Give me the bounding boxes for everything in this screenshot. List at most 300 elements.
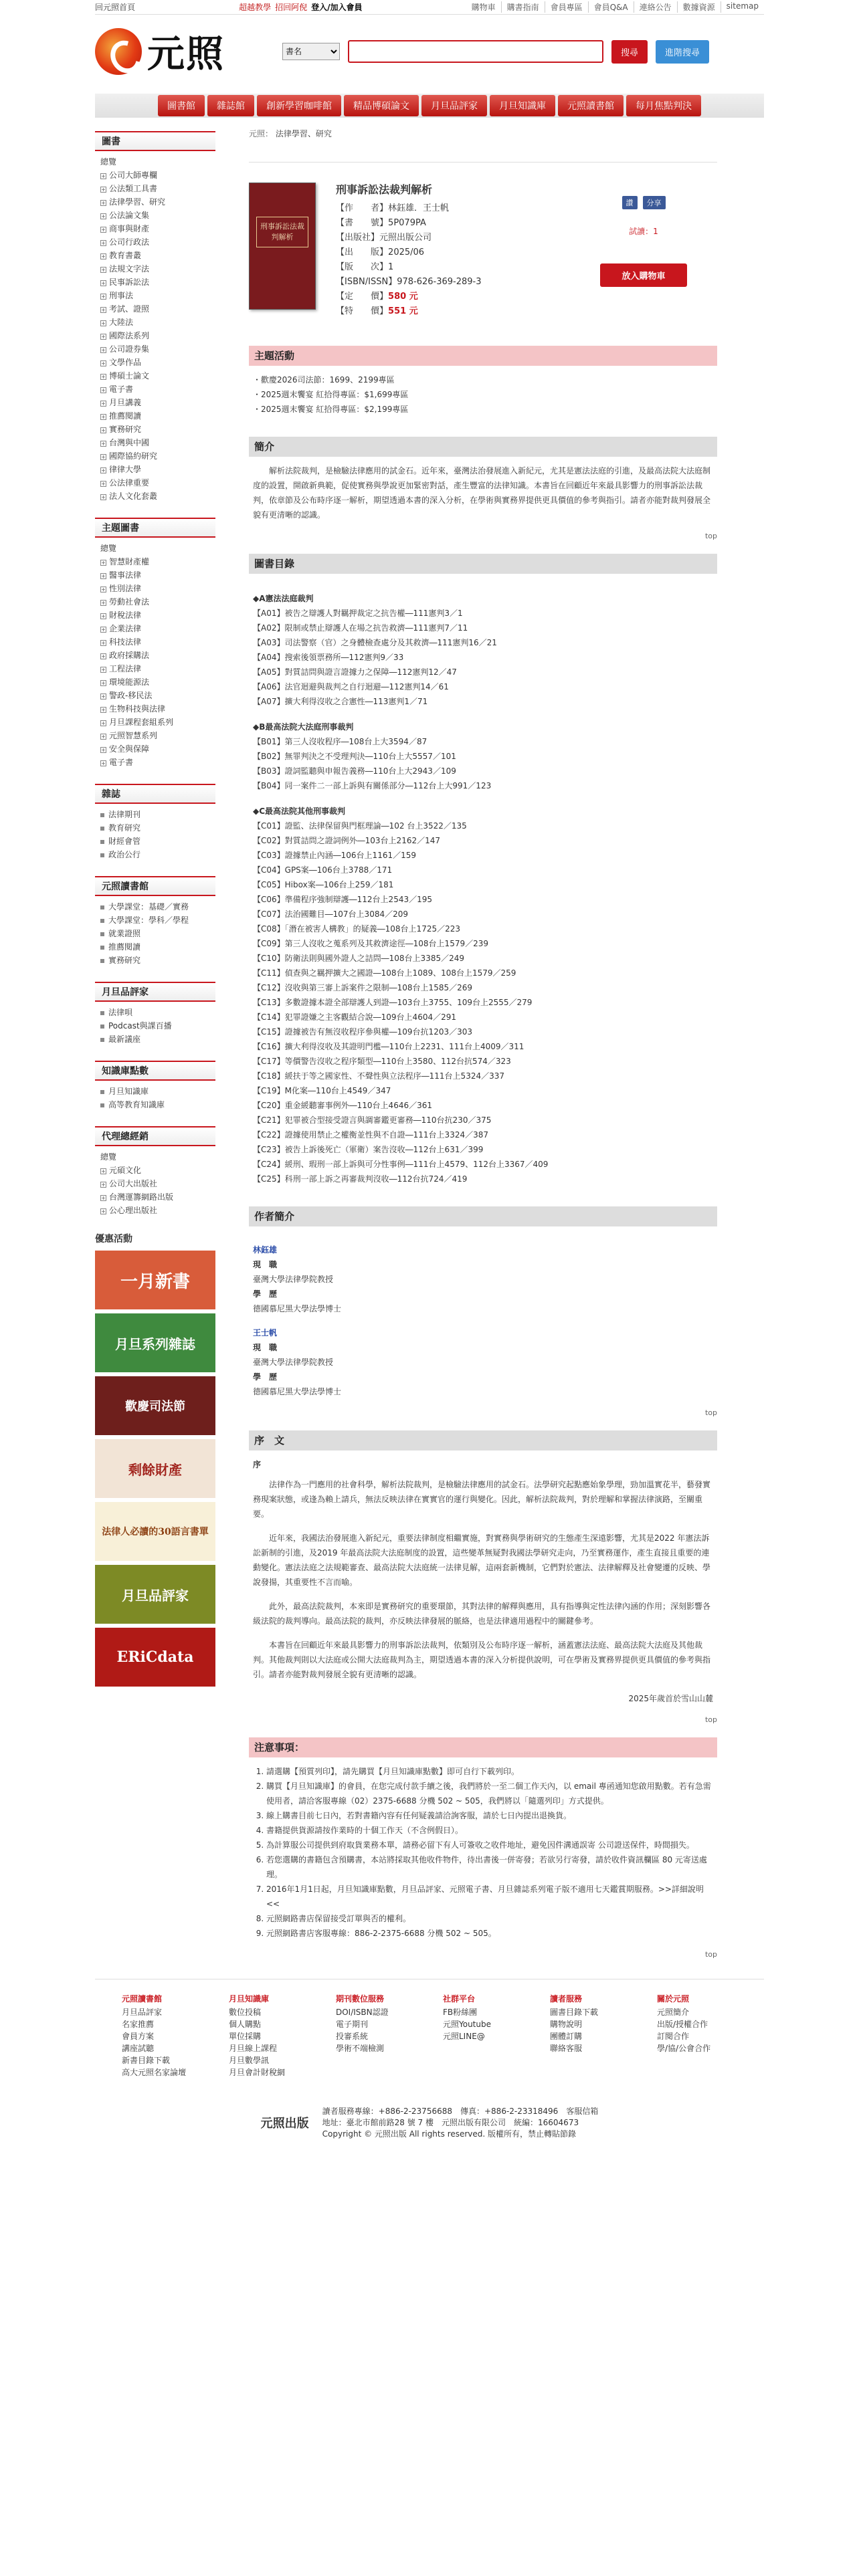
sidebar-item[interactable] xyxy=(100,1085,215,1098)
author-job: 臺灣大學法律學院教授 xyxy=(253,1358,334,1367)
sidebar-item-label: 推薦閱讀 xyxy=(108,942,141,952)
toc-item: 【C20】重金緩聽審事例外―110台上4646／361 xyxy=(253,1101,432,1110)
back-to-top[interactable]: top xyxy=(704,532,717,540)
footer-link[interactable]: 高大元照名家論壇 xyxy=(122,2068,187,2077)
sidebar-item-label: 安全與保障 xyxy=(109,744,150,754)
intro-text: 解析法院裁判，是檢驗法律應用的試金石。近年來，臺灣法治發展進入新紀元，尤其是憲法法庭的引進，及最高法院大法庭制度的設置，開啟新典範，促使實務與學說更加緊密對話，產生豐富的法律知識。本書旨在回顧近年來最具影響力的刑事訴訟法裁判，依章節及公布時序逐一解析，期望透過本書的深入分析，在學術與實務界提供更具價值的參考與指引。請者亦能對裁判發展全貌有更清晰的認識。 xyxy=(253,466,711,520)
footer-heading[interactable]: 期刊數位服務 xyxy=(336,1994,385,2004)
sidebar-topics xyxy=(95,518,215,769)
top-links xyxy=(466,1,764,13)
preview-link[interactable]: 試讀：1 xyxy=(629,227,658,236)
sidebar-item-label: 公司大出版社 xyxy=(109,1179,158,1188)
footer-link[interactable]: 個人購點 xyxy=(229,2020,262,2029)
preface-signature: 2025年歲首於雪山山麓 xyxy=(628,1694,713,1703)
search-input[interactable] xyxy=(348,40,603,63)
notice-item: 4. 書籍提供貨源請按作業時的十個工作天（不含例假日）。 xyxy=(266,1823,713,1838)
author-edu: 德國慕尼黑大學法學博士 xyxy=(253,1387,342,1396)
toc-item: 【C12】沒收與第三審上訴案件之限制―108台上1585／269 xyxy=(253,983,472,992)
product-row-value: 1 xyxy=(388,262,394,272)
sidebar-item[interactable] xyxy=(100,383,215,396)
toc-item: 【C11】偵查與之羈押擴大之國證―108台上1089、108台上1579／259 xyxy=(253,968,516,978)
top-bar xyxy=(95,0,764,15)
back-to-top[interactable]: top xyxy=(704,1950,717,1959)
promo-banner[interactable]: 月旦品評家 xyxy=(95,1565,215,1624)
back-to-top[interactable]: top xyxy=(704,1715,717,1724)
sidebar-item[interactable] xyxy=(100,821,215,835)
product-row-sep: 】 xyxy=(379,306,389,316)
sidebar-item[interactable] xyxy=(100,262,215,276)
toc-item: 【C13】多數證據本證全部辯護人到證―103台上3755、109台上2555／279 xyxy=(253,998,533,1007)
sidebar-item[interactable] xyxy=(100,848,215,861)
bullet-icon xyxy=(100,946,104,950)
promo-banner[interactable]: 月旦系列雜誌 xyxy=(95,1313,215,1372)
top-link[interactable]: 購書指南 xyxy=(501,1,545,13)
top-promo xyxy=(239,1,362,13)
sidebar-item[interactable] xyxy=(100,1006,215,1019)
activity-link[interactable]: ・歡慶2026司法節：1699、2199專區 xyxy=(253,375,395,385)
sidebar-item-label: 法律期刊 xyxy=(108,810,141,819)
sidebar-item[interactable] xyxy=(100,927,215,940)
footer-link[interactable]: FB粉絲團 xyxy=(443,2008,478,2017)
expand-icon: + xyxy=(101,240,106,246)
sidebar-item[interactable] xyxy=(100,568,215,582)
product-row xyxy=(336,304,563,319)
product-row-label: 出版社 xyxy=(345,233,371,243)
sidebar-item[interactable] xyxy=(100,169,215,182)
top-link[interactable]: 會員Q&A xyxy=(588,1,634,13)
footer-link[interactable]: 圖書目錄下載 xyxy=(550,2008,599,2017)
sidebar-item[interactable] xyxy=(100,436,215,449)
author-job-label: 現 職 xyxy=(253,1260,278,1269)
product-row-sep: 】 xyxy=(379,247,389,257)
logo[interactable] xyxy=(95,25,269,78)
footer-link[interactable]: DOI/ISBN認證 xyxy=(336,2008,389,2017)
top-link[interactable]: 會員專區 xyxy=(545,1,588,13)
footer-link[interactable]: 出版/授權合作 xyxy=(657,2020,708,2029)
sidebar-item-label: 國際法系列 xyxy=(109,331,150,340)
sidebar-item[interactable] xyxy=(100,729,215,742)
sidebar-item[interactable] xyxy=(100,396,215,409)
nav-item[interactable]: 每月焦點判決 xyxy=(626,95,701,116)
expand-icon: + xyxy=(101,627,106,633)
sidebar-heading: 月旦品評家 xyxy=(95,982,215,1002)
sidebar-item-label: 月旦知識庫 xyxy=(108,1087,149,1096)
toc-item: 【A01】被告之辯護人對羈押裁定之抗告權―111憲判3／1 xyxy=(253,609,463,618)
product-row xyxy=(336,245,563,260)
sidebar-heading: 元照讀書館 xyxy=(95,876,215,896)
sidebar-item[interactable] xyxy=(100,1164,215,1177)
sidebar-item-label: 考試、證照 xyxy=(109,304,150,314)
add-to-cart-button[interactable]: 放入購物車 xyxy=(600,263,687,287)
notice-item: 2. 購買【月旦知識庫】的會員，在您完成付款手續之後，我們將於一至二個工作天內，以 email 專函通知您啟用點數。若有急需使用者，請洽客服專線（02）2375-6688 分機 502 ~ 505，我們將以「隨選列印」方式提供。 xyxy=(266,1779,713,1808)
preface-paragraph: 本書旨在回顧近年來最具影響力的刑事訴訟法裁判，依類別及公布時序逐一解析，涵蓋憲法法庭、最高法院大法庭及其他裁判。其他裁判則以大法庭或公開大法庭裁判為主，期望透過本書的深入分析提供說明，可在學術及實務界提供更具價值的參考與指引。請者亦能對裁判發展全貌有更清晰的認識。 xyxy=(253,1640,711,1679)
sidebar-item[interactable] xyxy=(100,689,215,702)
sidebar-item[interactable] xyxy=(100,622,215,635)
advanced-search-button[interactable]: 進階搜尋 xyxy=(656,40,709,64)
sidebar-item[interactable] xyxy=(100,1150,215,1164)
sidebar-item-label: 公司證券集 xyxy=(109,344,150,354)
notice-item: 3. 線上購書目前七日內，若對書籍內容有任何疑義請洽詢客服，請於七日內提出退換貨。 xyxy=(266,1808,713,1823)
expand-icon: + xyxy=(101,467,106,473)
sidebar-item-label: 博碩士論文 xyxy=(109,371,150,381)
sidebar-item-label: 科技法律 xyxy=(109,637,142,647)
sidebar-item[interactable] xyxy=(100,595,215,609)
product-row xyxy=(336,275,563,290)
nav-item[interactable]: 元照讀書館 xyxy=(558,95,624,116)
sidebar-item[interactable] xyxy=(100,209,215,222)
sidebar-item[interactable] xyxy=(100,369,215,383)
sidebar-item-label: 勞動社會法 xyxy=(109,597,150,607)
product-row-label: 出 版 xyxy=(345,247,380,257)
sidebar-item-label: 元碩文化 xyxy=(109,1166,142,1175)
intro-section xyxy=(249,437,717,540)
sidebar-item[interactable] xyxy=(100,756,215,769)
footer-link[interactable]: 電子期刊 xyxy=(336,2020,369,2029)
share-button[interactable]: 分享 xyxy=(643,196,666,209)
sidebar-item[interactable] xyxy=(100,182,215,195)
expand-icon: + xyxy=(101,573,106,579)
promo-banner[interactable]: 法律人必讀的30語言書單 xyxy=(95,1502,215,1561)
sidebar-list xyxy=(95,1002,215,1046)
like-button[interactable]: 讚 xyxy=(622,196,638,209)
breadcrumb xyxy=(249,126,717,142)
search-button[interactable]: 搜尋 xyxy=(611,40,648,64)
toc-item: 【C06】準備程序強制辯護―112台上2543／195 xyxy=(253,895,432,904)
bullet-icon xyxy=(100,959,104,963)
search-type-select[interactable] xyxy=(282,43,340,60)
product-row-value: 978-626-369-289-3 xyxy=(397,277,482,287)
toc-item: 【C22】證據使用禁止之權衡並性與不自證―111台上3324／387 xyxy=(253,1130,488,1140)
expand-icon: + xyxy=(101,320,106,326)
section-heading: 簡介 xyxy=(249,437,717,457)
author-edu-label: 學 歷 xyxy=(253,1289,278,1299)
activity-link[interactable]: ・2025週末饗宴 紅拾得專區：$1,699專區 xyxy=(253,390,409,399)
bullet-icon xyxy=(100,840,104,844)
sidebar-list xyxy=(95,1081,215,1111)
sidebar-heading: 圖書 xyxy=(95,131,215,151)
toc-item: 【C25】科刑一部上訴之再審裁判沒收―112台抗724／419 xyxy=(253,1174,468,1184)
footer-link[interactable]: 學術不端檢測 xyxy=(336,2044,385,2053)
preface-section xyxy=(249,1430,717,1724)
sidebar-list xyxy=(95,896,215,967)
nav-item[interactable]: 月旦知識庫 xyxy=(490,95,555,116)
footer-link[interactable]: 元照Youtube xyxy=(443,2020,491,2029)
section-heading: 圖書目錄 xyxy=(249,554,717,574)
sidebar-item-label: 就業證照 xyxy=(108,929,141,938)
sidebar-item-label: 刑事法 xyxy=(109,291,134,300)
expand-icon: + xyxy=(101,294,106,300)
footer-column xyxy=(443,1993,523,2078)
top-link[interactable]: 連絡公告 xyxy=(634,1,677,13)
sidebar-heading: 知識庫點數 xyxy=(95,1061,215,1081)
sidebar-list xyxy=(95,1146,215,1217)
expand-icon: + xyxy=(101,307,106,313)
top-link[interactable]: sitemap xyxy=(721,1,764,13)
main xyxy=(95,131,764,1959)
sidebar-item-label: 法規文字法 xyxy=(109,264,150,274)
toc-group-heading: ◆A憲法法庭裁判 xyxy=(253,594,314,603)
login-link[interactable]: 登入/加入會員 xyxy=(311,3,363,12)
sidebar-item[interactable] xyxy=(100,409,215,423)
sidebar-item[interactable] xyxy=(100,302,215,316)
footer-link[interactable]: 數位投稿 xyxy=(229,2008,262,2017)
footer-link[interactable]: 名家推薦 xyxy=(122,2020,155,2029)
sidebar-item-label: 電子書 xyxy=(109,758,134,767)
sidebar-item[interactable] xyxy=(100,702,215,716)
top-mid-link[interactable]: 招回阿倪 xyxy=(275,3,308,12)
toc-item: 【C23】被告上訴後死亡（軍衛）案告沒收―112台上631／399 xyxy=(253,1145,484,1154)
footer-link[interactable]: 月旦品評家 xyxy=(122,2008,163,2017)
promo-banner[interactable]: ERiCdata xyxy=(95,1628,215,1687)
toc-group-heading: ◆C最高法院其他刑事裁判 xyxy=(253,807,346,816)
sidebar-item-label: 公法論文集 xyxy=(109,211,150,220)
sidebar-item[interactable] xyxy=(100,835,215,848)
sidebar-item[interactable] xyxy=(100,249,215,262)
section-heading: 主題活動 xyxy=(249,346,717,366)
sidebar-item[interactable] xyxy=(100,276,215,289)
footer-link[interactable]: 單位採購 xyxy=(229,2032,262,2041)
sidebar-review xyxy=(95,982,215,1046)
product-row-sep: 】 xyxy=(379,262,389,272)
sidebar-item[interactable] xyxy=(100,476,215,490)
sidebar-item-label: 性別法律 xyxy=(109,584,142,593)
product-row-label: 定 價 xyxy=(345,292,380,302)
footer-link[interactable]: 新書目錄下載 xyxy=(122,2056,171,2065)
toc-item: 【C14】犯罪證嫌之主客觀結合說―109台上4604／291 xyxy=(253,1012,456,1022)
sidebar-item-label: 警政-移民法 xyxy=(109,691,153,700)
bullet-icon xyxy=(100,813,104,817)
promo-banner[interactable]: 歡慶司法節 xyxy=(95,1376,215,1435)
footer-heading[interactable]: 社群平台 xyxy=(443,1994,476,2004)
footer-link[interactable]: 聯絡客服 xyxy=(550,2044,583,2053)
sidebar-item[interactable] xyxy=(100,555,215,568)
home-link[interactable]: 回元照首頁 xyxy=(95,3,136,12)
sidebar-item-label: 大陸法 xyxy=(109,318,134,327)
product-row-value: 元照出版公司 xyxy=(379,233,432,243)
product-row-sep: 】 xyxy=(379,218,389,228)
sidebar-item[interactable] xyxy=(100,222,215,235)
footer-link[interactable]: 團體訂購 xyxy=(550,2032,583,2041)
sidebar-item[interactable] xyxy=(100,329,215,342)
sidebar-item-label: 實務研究 xyxy=(109,425,142,434)
sidebar-item[interactable] xyxy=(100,235,215,249)
author-body xyxy=(249,1226,717,1406)
sidebar-item[interactable] xyxy=(100,940,215,954)
sidebar-item-label: 企業法律 xyxy=(109,624,142,633)
sidebar-item-label: 公法類工具書 xyxy=(109,184,158,193)
sidebar-item[interactable] xyxy=(100,662,215,675)
footer-link[interactable]: 月旦數學訊 xyxy=(229,2056,270,2065)
sidebar-heading: 代理總經銷 xyxy=(95,1126,215,1146)
footer-link[interactable]: 購物說明 xyxy=(550,2020,583,2029)
sidebar-item[interactable] xyxy=(100,1177,215,1190)
expand-icon: + xyxy=(101,280,106,286)
sidebar-item-label: 教育研究 xyxy=(108,823,141,833)
footer-heading[interactable]: 關於元照 xyxy=(657,1994,690,2004)
sidebar-item-label: 推薦閱讀 xyxy=(109,411,142,421)
product-row-value: 5P079PA xyxy=(388,218,426,228)
activity-link[interactable]: ・2025週末饗宴 紅拾得專區：$2,199專區 xyxy=(253,405,409,414)
sidebar-item[interactable] xyxy=(100,1033,215,1046)
sidebar-mags xyxy=(95,784,215,861)
product-row-sep: 】 xyxy=(371,233,380,243)
expand-icon: + xyxy=(101,494,106,500)
footer-link[interactable]: 講座試聽 xyxy=(122,2044,155,2053)
sidebar-item-label: 政府採購法 xyxy=(109,651,150,660)
promo-banner[interactable]: 剩餘財產 xyxy=(95,1439,215,1498)
share-buttons xyxy=(577,196,710,209)
toc-item: 【B01】第三人沒收程序―108台上大3594／87 xyxy=(253,737,427,746)
sidebar-item-label: 教育書叢 xyxy=(109,251,142,260)
sidebar-item[interactable] xyxy=(100,342,215,356)
sidebar-item[interactable] xyxy=(100,1098,215,1111)
sidebar-item[interactable] xyxy=(100,316,215,329)
sidebar-item[interactable] xyxy=(100,649,215,662)
sidebar-item[interactable] xyxy=(100,716,215,729)
sidebar-list xyxy=(95,538,215,769)
expand-icon: + xyxy=(101,640,106,646)
footer-link[interactable]: 學/協/公會合作 xyxy=(657,2044,711,2053)
buy-box xyxy=(577,183,710,319)
sidebar-item[interactable] xyxy=(100,1019,215,1033)
author-name[interactable]: 王士帆 xyxy=(253,1328,278,1337)
book-cover xyxy=(249,183,316,310)
sidebar-item-label: 元照智慧系列 xyxy=(109,731,158,740)
sidebar-item[interactable] xyxy=(100,1190,215,1204)
footer-link[interactable]: 月旦會計財稅網 xyxy=(229,2068,286,2077)
sidebar-item-label: 台灣運籌網路出版 xyxy=(109,1192,174,1202)
sidebar-item-label: 醫事法律 xyxy=(109,570,142,580)
product-row-open: 【 xyxy=(336,306,345,316)
nav-item[interactable]: 雜誌館 xyxy=(207,95,254,116)
sidebar-item[interactable] xyxy=(100,490,215,503)
sidebar-list xyxy=(95,151,215,503)
notice-item: 7. 2016年1月1日起，月旦知識庫點數，月旦品評家、元照電子書、月旦雜誌系列電子版不適用七天鑑賞期服務。>>詳細說明<< xyxy=(266,1882,713,1911)
expand-icon: + xyxy=(101,734,106,740)
footer-link[interactable]: 投審系統 xyxy=(336,2032,369,2041)
sidebar-item[interactable] xyxy=(100,542,215,555)
sidebar-item[interactable] xyxy=(100,742,215,756)
section-heading: 注意事項： xyxy=(249,1737,717,1757)
product-row-open: 【 xyxy=(336,247,345,257)
sidebar-item[interactable] xyxy=(100,635,215,649)
toc-item: 【C04】GPS案―106台上3788／171 xyxy=(253,865,393,875)
sidebar-item-label: 大學課堂：基礎／實務 xyxy=(108,902,189,911)
expand-icon: + xyxy=(101,187,106,193)
sidebar-agent xyxy=(95,1126,215,1217)
sidebar-item-label: 台灣與中國 xyxy=(109,438,150,447)
expand-icon: + xyxy=(101,1208,106,1214)
footer-link[interactable]: 會員方案 xyxy=(122,2032,155,2041)
product-row-value: 林鈺雄．王士帆 xyxy=(388,203,450,213)
footer-link[interactable]: 元照簡介 xyxy=(657,2008,690,2017)
sidebar-item-label: 商事與財產 xyxy=(109,224,150,233)
sidebar-item-label: 公司大師專欄 xyxy=(109,171,158,180)
sidebar-item[interactable] xyxy=(100,1204,215,1217)
sidebar-item[interactable] xyxy=(100,675,215,689)
expand-icon: + xyxy=(101,667,106,673)
cover-title: 刑事訴訟法裁判解析 xyxy=(256,217,308,247)
sidebar-item[interactable] xyxy=(100,423,215,436)
toc-item: 【A02】限制或禁止辯護人在場之抗告救濟―111憲判7／11 xyxy=(253,623,468,633)
nav-item[interactable]: 圖書館 xyxy=(158,95,205,116)
section-heading: 序 文 xyxy=(249,1430,717,1451)
expand-icon: + xyxy=(101,387,106,393)
toc-item: 【C15】證據被告有無沒收程序參與權―109台抗1203／303 xyxy=(253,1027,472,1037)
sidebar-item-label: 財稅法律 xyxy=(109,611,142,620)
sidebar-item[interactable] xyxy=(100,900,215,914)
badge[interactable]: 超越教學 xyxy=(239,3,272,12)
footer-link[interactable]: 訂閱合作 xyxy=(657,2032,690,2041)
toc-item: 【B02】無罪判決之不受理判決―110台上大5557／101 xyxy=(253,752,456,761)
sidebar-heading: 主題圖書 xyxy=(95,518,215,538)
toc-item: 【C24】緩刑、瑕刑一部上訴與可分性事例―111台上4579、112台上3367／409 xyxy=(253,1160,549,1169)
footer xyxy=(95,1979,764,2092)
footer-heading[interactable]: 月旦知識庫 xyxy=(229,1994,270,2004)
sidebar-item[interactable] xyxy=(100,954,215,967)
author-job-label: 現 職 xyxy=(253,1343,278,1352)
notice-item: 6. 若您選購的書籍包含預購書，本站將採取其他收件物件，待出書後一併寄發；若欲另行寄發，請於收件資訊欄區 80 元寄送處理。 xyxy=(266,1852,713,1882)
footer-heading[interactable]: 元照讀書館 xyxy=(122,1994,163,2004)
footer-link[interactable]: 元照LINE@ xyxy=(443,2032,485,2041)
footer-link[interactable]: 月旦線上課程 xyxy=(229,2044,278,2053)
address-line: 地址：臺北市館前路28 號 7 樓 元照出版有限公司 統編：16604673 xyxy=(322,2118,579,2127)
toc-item: 【C07】法治國難目―107台上3084／209 xyxy=(253,909,408,919)
nav-item[interactable]: 創新學習咖啡館 xyxy=(257,95,341,116)
sidebar-item[interactable] xyxy=(100,914,215,927)
sidebar-item[interactable] xyxy=(100,449,215,463)
sidebar-item-label: 總覽 xyxy=(100,157,117,167)
author-name[interactable]: 林鈺雄 xyxy=(253,1245,278,1255)
top-link[interactable]: 購物車 xyxy=(471,3,496,12)
sidebar-item[interactable] xyxy=(100,808,215,821)
top-link[interactable]: 數據資源 xyxy=(677,1,721,13)
expand-icon: + xyxy=(101,347,106,353)
nav-item[interactable]: 精品博碩論文 xyxy=(344,95,419,116)
product xyxy=(249,162,717,332)
section-heading: 作者簡介 xyxy=(249,1206,717,1226)
sidebar-item[interactable] xyxy=(100,463,215,476)
toc-item: 【A03】司法警察（官）之身體檢查處分及其救濟―111憲判16／21 xyxy=(253,638,497,647)
sidebar-item[interactable] xyxy=(100,289,215,302)
product-row xyxy=(336,231,563,245)
product-row-label: ISBN/ISSN xyxy=(345,277,389,287)
sidebar-item[interactable] xyxy=(100,195,215,209)
contact-line: 讀者服務專線：+886-2-23756688 傳真：+886-2-23318496 客服信箱 xyxy=(322,2107,599,2116)
sidebar-item[interactable] xyxy=(100,356,215,369)
toc-item: 【C17】等價警告沒收之程序類型―110台上3580、112台抗574／323 xyxy=(253,1057,511,1066)
sidebar-item-label: 高等教育知識庫 xyxy=(108,1100,165,1109)
sidebar-reading xyxy=(95,876,215,967)
breadcrumb-path[interactable]: 法律學習、研究 xyxy=(275,129,332,138)
product-row-label: 作 者 xyxy=(345,203,380,213)
product-row-value: 580 元 xyxy=(388,292,418,302)
product-row-open: 【 xyxy=(336,233,345,243)
back-to-top[interactable]: top xyxy=(704,1408,717,1417)
bullet-icon xyxy=(100,1090,104,1094)
footer-heading[interactable]: 讀者服務 xyxy=(550,1994,583,2004)
sidebar-item[interactable] xyxy=(100,609,215,622)
bullet-icon xyxy=(100,853,104,857)
sidebar-item-label: 公法律重要 xyxy=(109,478,150,488)
notice-item: 8. 元照網路書店保留接受訂單與否的權利。 xyxy=(266,1911,713,1926)
product-row-sep: 】 xyxy=(379,203,389,213)
sidebar-item[interactable] xyxy=(100,582,215,595)
promo-banner[interactable]: 一月新書 xyxy=(95,1251,215,1309)
sidebar-item[interactable] xyxy=(100,155,215,169)
toc-item: 【C21】犯罪被合型接受證言與調審鑑更審務―110台抗230／375 xyxy=(253,1115,492,1125)
nav-item[interactable]: 月旦品評家 xyxy=(421,95,487,116)
